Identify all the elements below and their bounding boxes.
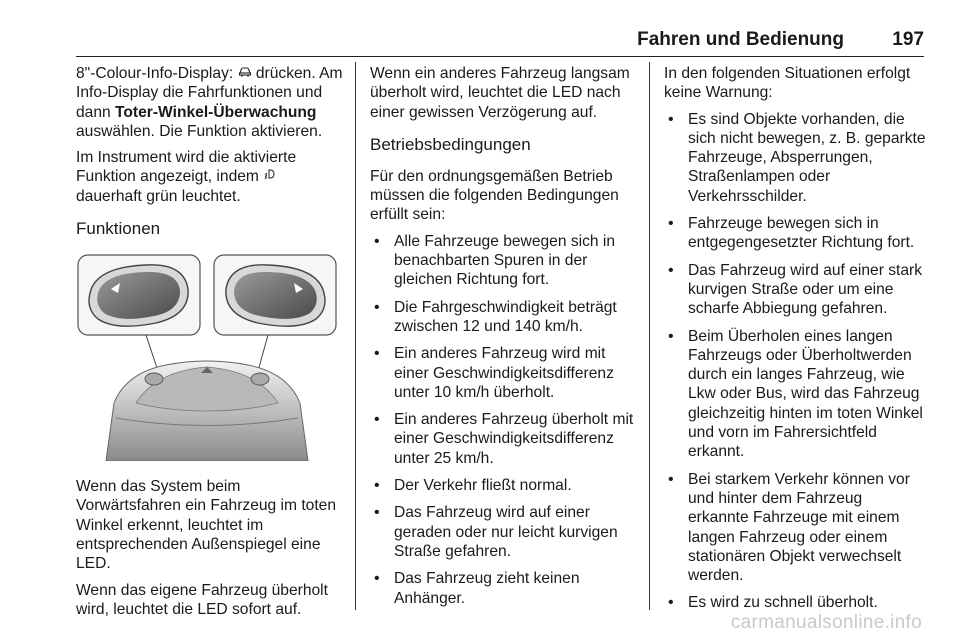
heading-betriebsbedingungen: Betriebsbedingungen xyxy=(370,134,531,154)
column-3 xyxy=(664,64,926,621)
list-item: • Es sind Objekte vorhanden, die sich nicht bewegen, z. B. geparkte Fahrzeuge, Absperrungen, Straßenlampen oder Verkehrsschilder. xyxy=(664,110,926,206)
column-1 xyxy=(76,64,344,626)
heading-funktionen: Funktionen xyxy=(76,219,161,239)
list-item: • Es wird zu schnell überholt. xyxy=(664,593,926,612)
no-warning-list xyxy=(664,110,926,613)
list-item: • Ein anderes Fahrzeug überholt mit einer Geschwindigkeitsdifferenz unter 25 km/h. xyxy=(370,410,634,468)
mirror-led-illustration xyxy=(76,253,338,461)
list-item: • Das Fahrzeug wird auf einer stark kurvigen Straße oder um eine scharfe Abbiegung gefahren. xyxy=(664,261,926,319)
column-divider-2 xyxy=(649,62,650,610)
paragraph-led-forward: Wenn das System beim Vorwärtsfahren ein Fahrzeug im toten Winkel erkennt, leuchtet im entsprechenden Außenspiegel eine LED. xyxy=(76,478,337,573)
list-item: • Ein anderes Fahrzeug wird mit einer Geschwindigkeitsdifferenz unter 10 km/h überholt. xyxy=(370,344,634,402)
paragraph-slow-overtake: Wenn ein anderes Fahrzeug langsam überholt wird, leuchtet die LED nach einer gewissen Verzögerung auf. xyxy=(370,65,630,121)
column-2 xyxy=(370,64,634,616)
paragraph-indicator: Im Instrument wird die aktivierte Funktion angezeigt, indem dauerhaft grün leuchtet. xyxy=(76,149,297,205)
list-item: • Beim Überholen eines langen Fahrzeugs oder Überholtwerden durch ein langes Fahrzeug, wie Lkw oder Bus, wird das Fahrzeug gleichzeitig hinten im toten Winkel und vorn im Fahrersichtfeld erkannt. xyxy=(664,327,926,462)
watermark: carmanualsonline.info xyxy=(730,612,922,633)
paragraph-no-warning-intro: In den folgenden Situationen erfolgt keine Warnung: xyxy=(664,65,911,102)
section-title: Fahren und Bedienung xyxy=(637,29,844,50)
blind-spot-indicator-icon xyxy=(263,167,276,186)
conditions-list xyxy=(370,232,634,608)
list-item: • Das Fahrzeug wird auf einer geraden oder nur leicht kurvigen Straße gefahren. xyxy=(370,503,634,561)
vehicle-settings-icon xyxy=(238,64,252,83)
page-header xyxy=(76,22,924,57)
paragraph-conditions-intro: Für den ordnungsgemäßen Betrieb müssen die folgenden Bedingungen erfüllt sein: xyxy=(370,167,619,224)
list-item: • Die Fahrgeschwindigkeit beträgt zwischen 12 und 140 km/h. xyxy=(370,298,634,337)
list-item: • Fahrzeuge bewegen sich in entgegengesetzter Richtung fort. xyxy=(664,214,926,253)
list-item: • Alle Fahrzeuge bewegen sich in benachbarten Spuren in der gleichen Richtung fort. xyxy=(370,232,634,290)
page-number: 197 xyxy=(892,29,924,50)
column-divider-1 xyxy=(355,62,356,610)
list-item: • Das Fahrzeug zieht keinen Anhänger. xyxy=(370,569,634,608)
list-item: • Bei starkem Verkehr können vor und hinter dem Fahrzeug erkannte Fahrzeuge mit einem langen Fahrzeug oder einem stationären Objekt verwechselt werden. xyxy=(664,470,926,586)
list-item: • Der Verkehr fließt normal. xyxy=(370,476,634,495)
paragraph-led-overtaken: Wenn das eigene Fahrzeug überholt wird, leuchtet die LED sofort auf. xyxy=(76,581,328,618)
paragraph-activation: 8"-Colour-Info-Display: drücken. Am Info-Display die Fahrfunktionen und dann Toter-Winkel-Überwachung auswählen. Die Funktion aktivieren. xyxy=(76,65,343,140)
